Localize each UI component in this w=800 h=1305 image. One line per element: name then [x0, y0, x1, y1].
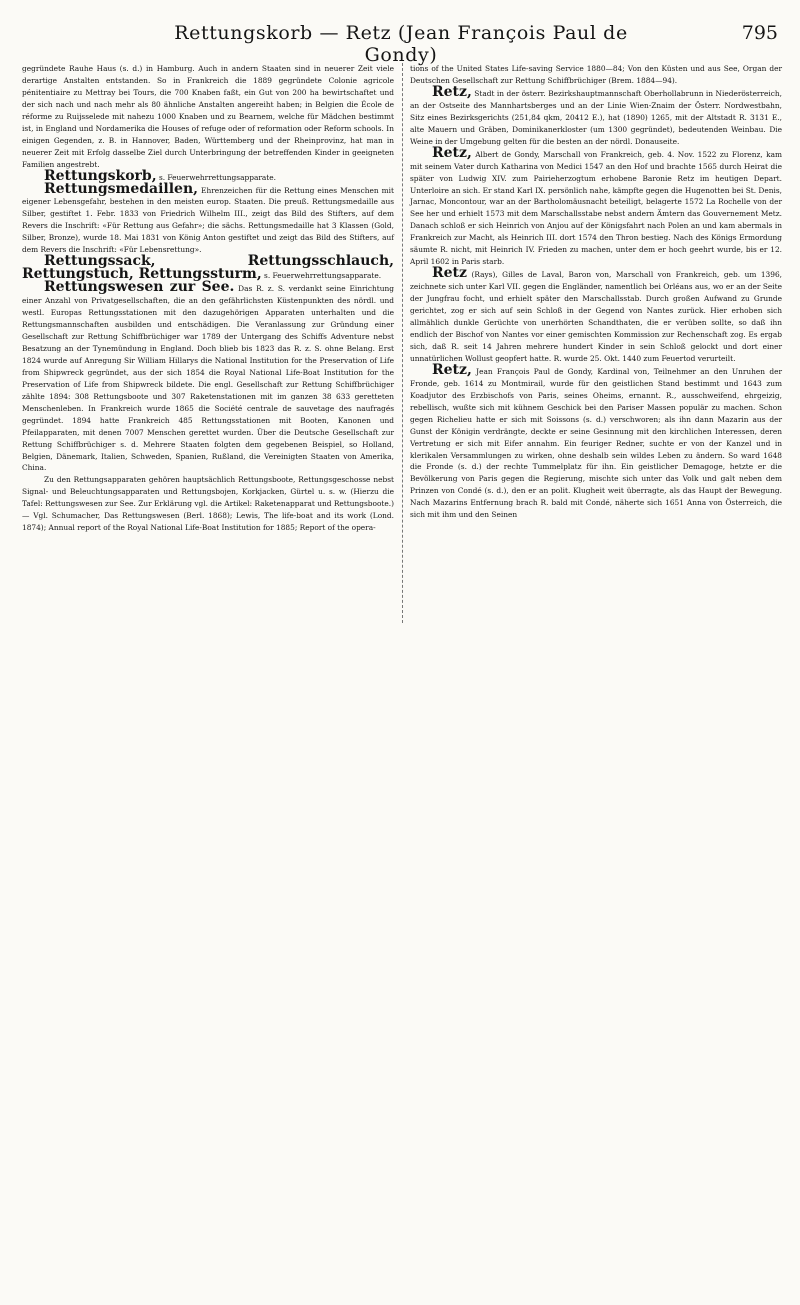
lexicon-entry: [410, 83, 782, 148]
entry-text: Albert de Gondy, Marschall von Frankreich, geb. 4. Nov. 1522 zu Florenz, kam mit seinem Vater durch Katharina von Medici 1547 an den Hof und brachte 1565 durch Heirat die später von Ludwig XIV. zum Pairieherzogtum erhobene Baronie Retz im heutigen Depart. Unterloire an sich. Er stand Karl IX. persönlich nahe, kämpfte gegen die Hugenotten bei St. Denis, Jarnac, Moncontour, war an der Bartholomäusnacht beteiligt, belagerte 1572 La Rochelle von der See her und erhielt 1573 mit dem Marschallsstabe nebst andern Ämtern das Gouvernement Metz. Danach schloß er sich Heinrich von Anjou auf der Königsfahrt nach Polen an und kam abermals in Frankreich zur Macht, als Heinrich III. dort 1574 den Thron bestieg. Nach des Königs Ermordung säumte R. nicht, mit Heinrich IV. Frieden zu machen, unter dem er hoch geehrt wurde, bis er 12. April 1602 in Paris starb.: [410, 149, 782, 267]
lexicon-entry: [22, 279, 394, 474]
lexicon-entry: [22, 474, 394, 534]
lexicon-entry: [22, 180, 394, 257]
entry-text: s. Feuerwehrrettungsapparate.: [261, 271, 382, 281]
entry-text: Das R. z. S. verdankt seine Einrichtung einer Anzahl von Privatgesellschaften, die an den gefährlichsten Küstenpunkten des nördl. und westl. Europas Rettungsstationen mit den dazugehörigen Apparaten unterhalten und die Rettungsmannschaften ausbilden und entschädigen. Die Veranlassung zur Gründung einer Gesellschaft zur Rettung Schiffbrüchiger war 1789 der Untergang des Schiffs Adventure nebst Besatzung an der Tynemündung in England. Doch blieb bis 1823 das R. z. S. ohne Belang. Erst 1824 wurde auf Anregung Sir William Hillarys die National Institution for the Preservation of Life from Shipwreck gegründet, aus der sich 1854 die Royal National Life-Boat Institution for the Preservation of Life from Shipwreck bildete. Die engl. Gesellschaft zur Rettung Schiffbrüchiger zählte 1894: 308 Rettungsboote und 307 Raketenstationen mit im ganzen 38 633 geretteten Menschenleben. In Frankreich wurde 1865 die Société centrale de sauvetage des naufragés gegründet. 1894 hatte Frankreich 485 Rettungsstationen mit Booten, Kanonen und Pfeilapparaten, mit denen 7007 Menschen gerettet wurden. Über die Deutsche Gesellschaft zur Rettung Schiffbrüchiger s. d. Mehrere Staaten folgten dem gegebenen Beispiel, so Holland, Belgien, Dänemark, Italien, Schweden, Spanien, Rußland, die Vereinigten Staaten von Amerika, China.: [22, 284, 394, 473]
column-divider: [402, 63, 403, 623]
entry-headword: Retz,: [432, 361, 472, 378]
entry-text: gegründete Rauhe Haus (s. d.) in Hamburg. Auch in andern Staaten sind in neuerer Zeit viele derartige Anstalten entstanden. So in Frankreich die 1889 gegründete Colonie agricole pénitentiaire zu Mettray bei Tours, die 700 Knaben faßt, ein Gut von 200 ha bewirtschaftet und der sich nach und nach mehr als 80 ähnliche Anstalten angereiht haben; in Belgien die École de réforme zu Ruijsselede mit nahezu 1000 Knaben und zu Bearnem, welche für Mädchen bestimmt ist, in England und Nordamerika die Houses of refuge oder of reformation oder Reform schools. In einigen Gegenden, z. B. in Hannover, Baden, Württemberg und der Rheinprovinz, hat man in neuerer Zeit mit Erfolg dasselbe Ziel durch Unterbringung der betreffenden Kinder in geeigneten Familien angestrebt.: [22, 64, 394, 169]
entry-headword: Retz,: [432, 144, 472, 161]
entry-headword: Rettungswesen zur See.: [44, 279, 235, 296]
entry-text: (Rays), Gilles de Laval, Baron von, Marschall von Frankreich, geb. um 1396, zeichnete sich unter Karl VII. gegen die Engländer, namentlich bei Orléans aus, wo er an der Seite der Jungfrau focht, und erhielt später den Marschallsstab. Durch großen Aufwand zu Grunde gerichtet, zog er sich auf sein Schloß in der Gegend von Nantes zurück. Hier erhoben sich allmählich dunkle Gerüchte von unerhörten Schandthaten, die er verüben sollte, so daß ihn endlich der Bischof von Nantes vor einer gemischten Kommission zur Rechenschaft zog. Es ergab sich, daß R. seit 14 Jahren mehrere hundert Kinder in sein Schloß gelockt und dort einer unnatürlichen Wollust geopfert hatte. R. wurde 25. Okt. 1440 zum Feuertod verurteilt.: [410, 270, 782, 363]
entry-headword: Retz,: [432, 83, 472, 100]
entry-headword: Rettungsmedaillen,: [44, 180, 198, 197]
entry-text: Ehrenzeichen für die Rettung eines Menschen mit eigener Lebensgefahr, bestehen in den meisten europ. Staaten. Die preuß. Rettungsmedaille aus Silber, gestiftet 1. Febr. 1833 von Friedrich Wilhelm III., zeigt das Bild des Stifters, auf dem Revers die Inschrift: «Für Rettung aus Gefahr»; die sächs. Rettungsmedaille hat 3 Klassen (Gold, Silber, Bronze), wurde 18. Mai 1831 von König Anton gestiftet und zeigt das Bild des Stifters, auf dem Revers die Inschrift: «Für Lebensrettung».: [22, 185, 394, 255]
entry-headword: Retz: [432, 265, 467, 282]
entry-text: Stadt in der österr. Bezirkshauptmannschaft Oberhollabrunn in Niederösterreich, an der Ostseite des Mannhartsberges und an der Linie Wien-Znaim der Österr. Nordwestbahn, Sitz eines Bezirksgerichts (251,84 qkm, 20412 E.), hat (1890) 1265, mit der Altstadt R. 3131 E., alte Mauern und Gräben, Dominikanerkloster (um 1300 gegründet), bedeutenden Weinbau. Die Weine in der Umgebung gelten für die besten an der nördl. Donauseite.: [410, 88, 782, 146]
entry-headword: Rettungskorb,: [44, 167, 157, 184]
running-title: Rettungskorb — Retz (Jean François Paul de Gondy): [174, 22, 628, 66]
page-number: 795: [741, 22, 778, 44]
lexicon-entry: [410, 265, 782, 365]
entry-headword: Rettungssack, Rettungsschlauch, Rettungstuch, Rettungssturm,: [22, 253, 394, 283]
page-header: [20, 8, 782, 66]
lexicon-entry: [410, 361, 782, 521]
text-columns: [22, 63, 782, 1305]
entry-text: tions of the United States Life-saving Service 1880—84; Von den Küsten und aus See, Organ der Deutschen Gesellschaft zur Rettung Schiffbrüchiger (Brem. 1884—94).: [410, 64, 782, 85]
entry-text: Zu den Rettungsapparaten gehören hauptsächlich Rettungsboote, Rettungsgeschosse nebst Signal- und Beleuchtungsapparaten und Rettungsbojen, Korkjacken, Gürtel u. s. w. (Hierzu die Tafel: Rettungswesen zur See. Zur Erklärung vgl. die Artikel: Raketenapparat und Rettungsboote.) — Vgl. Schumacher, Das Rettungswesen (Berl. 1868); Lewis, The life-boat and its work (Lond. 1874); Annual report of the Royal National Life-Boat Institution for 1885; Report of the opera-: [22, 475, 394, 533]
entry-text: s. Feuerwehrrettungsapparate.: [156, 172, 276, 182]
entry-text: Jean François Paul de Gondy, Kardinal von, Teilnehmer an den Unruhen der Fronde, geb. 1614 zu Montmirail, wurde für den geistlichen Stand bestimmt und 1643 zum Koadjutor des Erzbischofs von Paris, seines Oheims, ernannt. R., ausschweifend, ehrgeizig, rebellisch, wußte sich mit kühnem Geschick bei den Pariser Massen populär zu machen. Schon gegen Richelieu hatte er sich mit Soissons (s. d.) verschworen; als ihn dann Mazarin aus der Gunst der Königin verdrängte, deckte er seine Gesinnung mit den kirchlichen Interessen, deren Vertretung er sich mit Eifer annahm. Ein feuriger Redner, suchte er von der Kanzel und in klerikalen Versammlungen zu wirken, ohne deshalb sein wildes Leben zu ändern. So ward 1648 die Fronde (s. d.) der rechte Tummelplatz für ihn. Ein geistlicher Demagoge, hetzte er die Bevölkerung von Paris gegen die Regierung, mischte sich unter das Volk und galt neben dem Prinzen von Condé (s. d.), den er an polit. Klugheit weit überragte, als das Haupt der Bewegung. Nach Mazarins Entfernung brach R. bald mit Condé, näherte sich 1651 Anna von Österreich, die sich mit ihm und den Seinen: [410, 366, 782, 520]
lexicon-entry: [22, 63, 394, 171]
lexicon-entry: [410, 144, 782, 269]
right-column: [410, 63, 782, 1305]
left-column: [22, 63, 394, 1305]
